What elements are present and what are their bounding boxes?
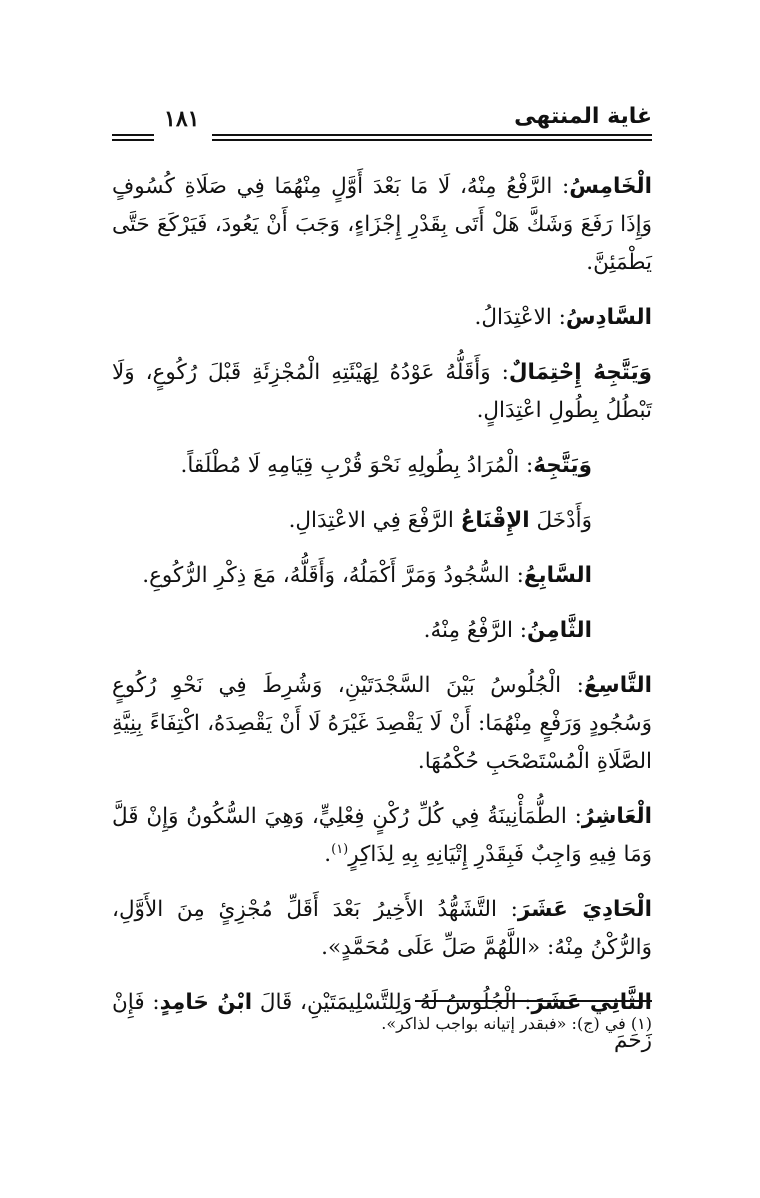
page-number: ١٨١	[164, 106, 200, 132]
paragraph-text: : الْجُلُوسُ بَيْنَ السَّجْدَتَيْنِ، وَشُرِطَ فِي نَحْوِ رُكُوعٍ وَسُجُودٍ وَرَفْعٍ مِنْهُمَا: أَنْ لَا يَقْصِدَ غَيْرَهُ لَا أَنْ يَقْصِدَهُ، اكْتِفَاءً بِنِيَّةِ الصَّلَاةِ الْمُسْتَصْحَبِ حُكْمُهَا.	[112, 673, 652, 774]
paragraph-eighth	[112, 612, 652, 650]
paragraph-term: السَّابِعُ	[523, 563, 592, 588]
footnote-reference[interactable]: (١)	[331, 841, 349, 857]
paragraph-term: التَّاسِعُ	[583, 673, 652, 698]
paragraph-sixth	[112, 299, 652, 337]
header-rule-short	[112, 134, 154, 141]
paragraph-text: : الاعْتِدَالُ.	[474, 305, 566, 330]
paragraph-text: : وَأَقَلُّهُ عَوْدُهُ لِهَيْئَتِهِ الْمُجْزِئَةِ قَبْلَ رُكُوعٍ، وَلَا تَبْطُلُ بِطُولِ اعْتِدَالٍ.	[112, 360, 652, 423]
paragraph-term: الإِقْنَاعُ	[460, 508, 530, 533]
running-header	[112, 104, 652, 144]
paragraph-text: : الطُّمَأْنِينَةُ فِي كُلِّ رُكْنٍ فِعْلِيٍّ، وَهِيَ السُّكُونُ وَإِنْ قَلَّ وَمَا فِيهِ وَاجِبٌ فَبِقَدْرِ إِتْيَانِهِ بِهِ لِذَاكِرٍ	[112, 804, 652, 867]
paragraph-term: السَّادِسُ	[565, 305, 652, 330]
paragraph-text: : الرَّفْعُ مِنْهُ.	[423, 618, 528, 643]
paragraph-term: وَيَتَّجِهُ إِحْتِمَالٌ	[508, 360, 652, 385]
paragraph-tenth	[112, 798, 652, 874]
paragraph-term: الْحَادِيَ عَشَرَ	[517, 897, 652, 922]
paragraph-text: الرَّفْعَ فِي الاعْتِدَالِ.	[288, 508, 461, 533]
footnote: (١) في (ج): «فبقدر إتيانه بواجب لذاكر».	[381, 1014, 652, 1033]
paragraph-text: : السُّجُودُ وَمَرَّ أَكْمَلُهُ، وَأَقَلُّهُ، مَعَ ذِكْرِ الرُّكُوعِ.	[142, 563, 524, 588]
paragraph-seventh	[112, 557, 652, 595]
paragraph-text-end: .	[324, 842, 332, 867]
paragraph-iqna	[112, 502, 652, 540]
header-rule-long	[212, 134, 652, 141]
paragraph-text-end: : فَإِنْ زَحَمَ	[112, 990, 652, 1053]
paragraph-term: وَيَتَّجِهُ	[533, 453, 592, 478]
paragraph-term: الْعَاشِرُ	[581, 804, 652, 829]
paragraph-term: الثَّامِنُ	[527, 618, 592, 643]
author-name: ابْنُ حَامِدٍ	[159, 990, 253, 1015]
paragraph-yattajih	[112, 447, 652, 485]
paragraph-ninth	[112, 667, 652, 781]
paragraph-text: : الْمُرَادُ بِطُولِهِ نَحْوَ قُرْبِ قِيَامِهِ لَا مُطْلَقاً.	[180, 453, 534, 478]
paragraph-eleventh	[112, 891, 652, 967]
paragraph-lead: وَأَدْخَلَ	[536, 508, 592, 533]
footnote-separator	[415, 1000, 652, 1002]
paragraph-text: : التَّشَهُّدُ الأَخِيرُ بَعْدَ أَقَلِّ مُجْزِئٍ مِنَ الأَوَّلِ، وَالرُّكْنُ مِنْهُ: «اللَّهُمَّ صَلِّ عَلَى مُحَمَّدٍ».	[112, 897, 652, 960]
paragraph-text: : الرَّفْعُ مِنْهُ، لَا مَا بَعْدَ أَوَّلٍ مِنْهُمَا فِي صَلَاةِ كُسُوفٍ وَإِذَا رَفَعَ وَشَكَّ هَلْ أَتَى بِقَدْرِ إِجْزَاءٍ، وَجَبَ أَنْ يَعُودَ، فَيَرْكَعَ حَتَّى يَطْمَئِنَّ.	[112, 174, 652, 275]
main-text	[112, 168, 652, 1077]
paragraph-term: الْخَامِسُ	[569, 174, 652, 199]
running-title: غاية المنتهى	[514, 104, 652, 129]
paragraph-term: الثَّانِي عَشَرَ	[531, 990, 652, 1015]
paragraph-text: : الْجُلُوسُ لَهُ وَلِلتَّسْلِيمَتَيْنِ، قَالَ	[252, 990, 532, 1015]
paragraph-yattajih-ihtimal	[112, 354, 652, 430]
paragraph-fifth	[112, 168, 652, 282]
